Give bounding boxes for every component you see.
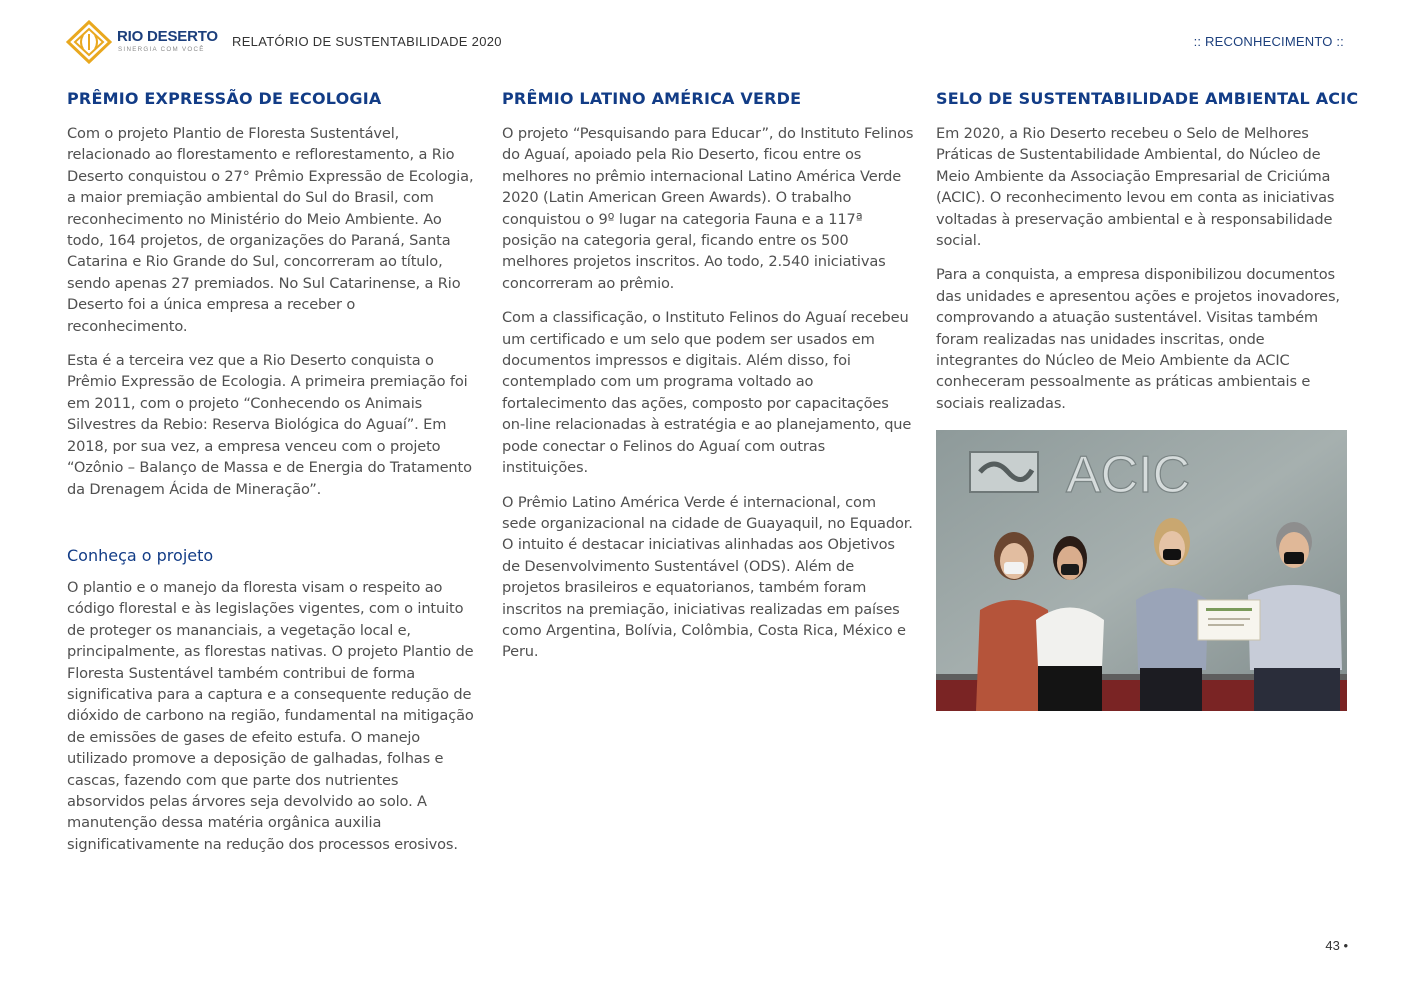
section-title-ecologia: PRÊMIO EXPRESSÃO DE ECOLOGIA — [67, 89, 382, 108]
paragraph: O plantio e o manejo da floresta visam o respeito ao código florestal e às legislações vigentes, com o intuito de proteger os mananciais, a vegetação local e, principalmente, as florestas nativas. O projeto Plantio de Floresta Sustentável também contribui de forma significativa para a captura e a consequente redução de dióxido de carbono na região, fundamental na mitigação de emissões de gases de efeito estufa. O manejo utilizado promove a deposição de galhadas, folhas e cascas, fazendo com que parte dos nutrientes absorvidos pelas árvores seja devolvido ao solo. A manutenção dessa matéria orgânica auxilia significativamente na redução dos processos erosivos. — [67, 578, 474, 853]
paragraph: Em 2020, a Rio Deserto recebeu o Selo de Melhores Práticas de Sustentabilidade Ambiental, do Núcleo de Meio Ambiente da Associação Empresarial de Criciúma (ACIC). O reconhecimento levou em conta as iniciativas voltadas à preservação ambiental e à responsabilidade social. — [936, 125, 1335, 250]
photo-illustration — [936, 430, 1347, 711]
paragraph: Com a classificação, o Instituto Felinos do Aguaí recebeu um certificado e um selo que podem ser usados em documentos impressos e digitais. Além disso, foi contemplado com um programa voltado ao fortalecimento das ações, composto por capacitações on-line relacionadas à estratégia e ao planejamento, que pode conectar o Felinos do Aguaí com outras instituições. — [502, 309, 912, 477]
page-number: 43 • — [1325, 938, 1348, 953]
acic-emblem-icon — [970, 452, 1038, 492]
paragraph: Esta é a terceira vez que a Rio Deserto conquista o Prêmio Expressão de Ecologia. A primeira premiação foi em 2011, com o projeto “Conhecendo os Animais Silvestres da Rebio: Reserva Biológica do Aguaí”. Em 2018, por sua vez, a empresa venceu com o projeto “Ozônio – Balanço de Massa e de Energia do Tratamento da Drenagem Ácida de Mineração”. — [67, 352, 472, 498]
rio-deserto-logo-icon — [66, 20, 112, 64]
column-ecologia — [67, 88, 479, 868]
certificate — [1198, 600, 1260, 640]
report-title: RELATÓRIO DE SUSTENTABILIDADE 2020 — [232, 34, 502, 49]
brand-name: RIO DESERTO — [117, 28, 218, 45]
section-title-selo-acic: SELO DE SUSTENTABILIDADE AMBIENTAL ACIC — [936, 89, 1359, 108]
paragraph: Para a conquista, a empresa disponibilizou documentos das unidades e apresentou ações e projetos inovadores, comprovando a atuação sustentável. Visitas também foram realizadas nas unidades inscritas, onde integrantes do Núcleo de Meio Ambiente da ACIC conheceram pessoalmente as práticas ambientais e sociais realizadas. — [936, 266, 1340, 412]
section-tag: :: RECONHECIMENTO :: — [1193, 34, 1344, 49]
page-header — [66, 20, 1346, 64]
brand-tagline: SINERGIA COM VOCÊ — [118, 46, 205, 53]
subtitle-conheca-projeto: Conheça o projeto — [67, 545, 214, 565]
column-latino-america — [502, 88, 914, 676]
paragraph: Com o projeto Plantio de Floresta Sustentável, relacionado ao florestamento e reflorestamento, a Rio Deserto conquistou o 27° Prêmio Expressão de Ecologia, a maior premiação ambiental do Sul do Brasil, com reconhecimento no Ministério do Meio Ambiente. Ao todo, 164 projetos, de organizações do Paraná, Santa Catarina e Rio Grande do Sul, concorreram ao título, sendo apenas 27 premiados. No Sul Catarinense, a Rio Deserto foi a única empresa a receber o reconhecimento. — [67, 125, 474, 335]
section-title-latino-america: PRÊMIO LATINO AMÉRICA VERDE — [502, 89, 802, 108]
paragraph: O projeto “Pesquisando para Educar”, do Instituto Felinos do Aguaí, apoiado pela Rio Deserto, ficou entre os melhores no prêmio internacional Latino América Verde 2020 (Latin American Green Awards). O trabalho conquistou o 9º lugar na categoria Fauna e a 117ª posição na categoria geral, ficando entre os 500 melhores projetos inscritos. Ao todo, 2.540 iniciativas concorreram ao prêmio. — [502, 125, 914, 292]
acic-award-photo — [936, 430, 1347, 711]
column-selo-acic — [936, 88, 1359, 427]
paragraph: O Prêmio Latino América Verde é internacional, com sede organizacional na cidade de Guayaquil, no Equador. O intuito é destacar iniciativas alinhadas aos Objetivos de Desenvolvimento Sustentável (ODS). Além de projetos brasileiros e equatorianos, também foram inscritos na premiação, iniciativas realizadas em países como Argentina, Bolívia, Colômbia, Costa Rica, México e Peru. — [502, 493, 913, 661]
acic-sign-text: ACIC — [1066, 446, 1191, 504]
